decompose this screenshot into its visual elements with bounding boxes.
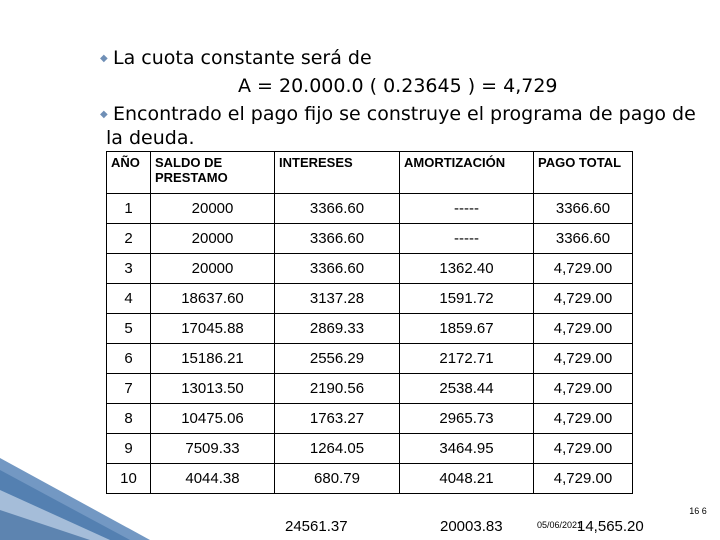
cell-amortization: ----- [400, 194, 534, 224]
cell-interest: 3366.60 [275, 224, 400, 254]
cell-amortization: 4048.21 [400, 464, 534, 494]
table-row [107, 314, 633, 344]
cell-total-payment: 4,729.00 [534, 404, 633, 434]
table-row [107, 344, 633, 374]
header-year: AÑO [107, 152, 151, 194]
cell-total-payment: 4,729.00 [534, 464, 633, 494]
cell-amortization: 3464.95 [400, 434, 534, 464]
cell-balance: 13013.50 [151, 374, 275, 404]
formula-line: A = 20.000.0 ( 0.23645 ) = 4,729 [238, 75, 558, 97]
cell-year: 5 [107, 314, 151, 344]
cell-balance: 7509.33 [151, 434, 275, 464]
cell-total-payment: 4,729.00 [534, 374, 633, 404]
cell-amortization: 1591.72 [400, 284, 534, 314]
cell-balance: 18637.60 [151, 284, 275, 314]
cell-year: 6 [107, 344, 151, 374]
payment-schedule-table [106, 151, 633, 494]
header-amortization: AMORTIZACIÓN [400, 152, 534, 194]
total-interest: 24561.37 [285, 518, 348, 535]
table-row [107, 224, 633, 254]
table-row [107, 404, 633, 434]
cell-total-payment: 4,729.00 [534, 284, 633, 314]
slide-number: 16 6 [689, 506, 707, 516]
cell-total-payment: 4,729.00 [534, 434, 633, 464]
cell-interest: 3366.60 [275, 254, 400, 284]
cell-interest: 1763.27 [275, 404, 400, 434]
cell-interest: 1264.05 [275, 434, 400, 464]
table-row [107, 284, 633, 314]
cell-total-payment: 4,729.00 [534, 254, 633, 284]
cell-interest: 2869.33 [275, 314, 400, 344]
total-payment: 14,565.20 [577, 518, 644, 535]
header-total-payment: PAGO TOTAL [534, 152, 633, 194]
cell-balance: 4044.38 [151, 464, 275, 494]
cell-amortization: ----- [400, 224, 534, 254]
table-row [107, 434, 633, 464]
cell-balance: 20000 [151, 224, 275, 254]
cell-year: 9 [107, 434, 151, 464]
cell-amortization: 2965.73 [400, 404, 534, 434]
cell-year: 2 [107, 224, 151, 254]
cell-balance: 20000 [151, 254, 275, 284]
bullet-icon: ◆ [100, 109, 108, 120]
cell-interest: 2190.56 [275, 374, 400, 404]
cell-year: 10 [107, 464, 151, 494]
header-interest: INTERESES [275, 152, 400, 194]
table-row [107, 194, 633, 224]
cell-amortization: 1859.67 [400, 314, 534, 344]
table-header-row [107, 152, 633, 194]
total-amortization: 20003.83 [440, 518, 503, 535]
header-balance: SALDO DE PRESTAMO [151, 152, 275, 194]
cell-interest: 680.79 [275, 464, 400, 494]
table-row [107, 254, 633, 284]
table-row [107, 464, 633, 494]
description-line: Encontrado el pago fijo se construye el programa de pago de [113, 103, 696, 125]
cell-total-payment: 3366.60 [534, 224, 633, 254]
bullet-icon: ◆ [100, 53, 108, 64]
cell-amortization: 2172.71 [400, 344, 534, 374]
cell-year: 1 [107, 194, 151, 224]
cell-amortization: 1362.40 [400, 254, 534, 284]
cell-year: 3 [107, 254, 151, 284]
description-line-continued: la deuda. [106, 127, 195, 149]
cell-total-payment: 4,729.00 [534, 344, 633, 374]
cell-total-payment: 4,729.00 [534, 314, 633, 344]
cell-year: 4 [107, 284, 151, 314]
intro-line: La cuota constante será de [113, 47, 372, 69]
cell-year: 8 [107, 404, 151, 434]
footer-date: 05/06/2021 [537, 520, 583, 530]
cell-interest: 3366.60 [275, 194, 400, 224]
cell-balance: 10475.06 [151, 404, 275, 434]
cell-amortization: 2538.44 [400, 374, 534, 404]
cell-total-payment: 3366.60 [534, 194, 633, 224]
cell-interest: 2556.29 [275, 344, 400, 374]
table-row [107, 374, 633, 404]
cell-year: 7 [107, 374, 151, 404]
cell-balance: 20000 [151, 194, 275, 224]
cell-balance: 17045.88 [151, 314, 275, 344]
cell-balance: 15186.21 [151, 344, 275, 374]
cell-interest: 3137.28 [275, 284, 400, 314]
